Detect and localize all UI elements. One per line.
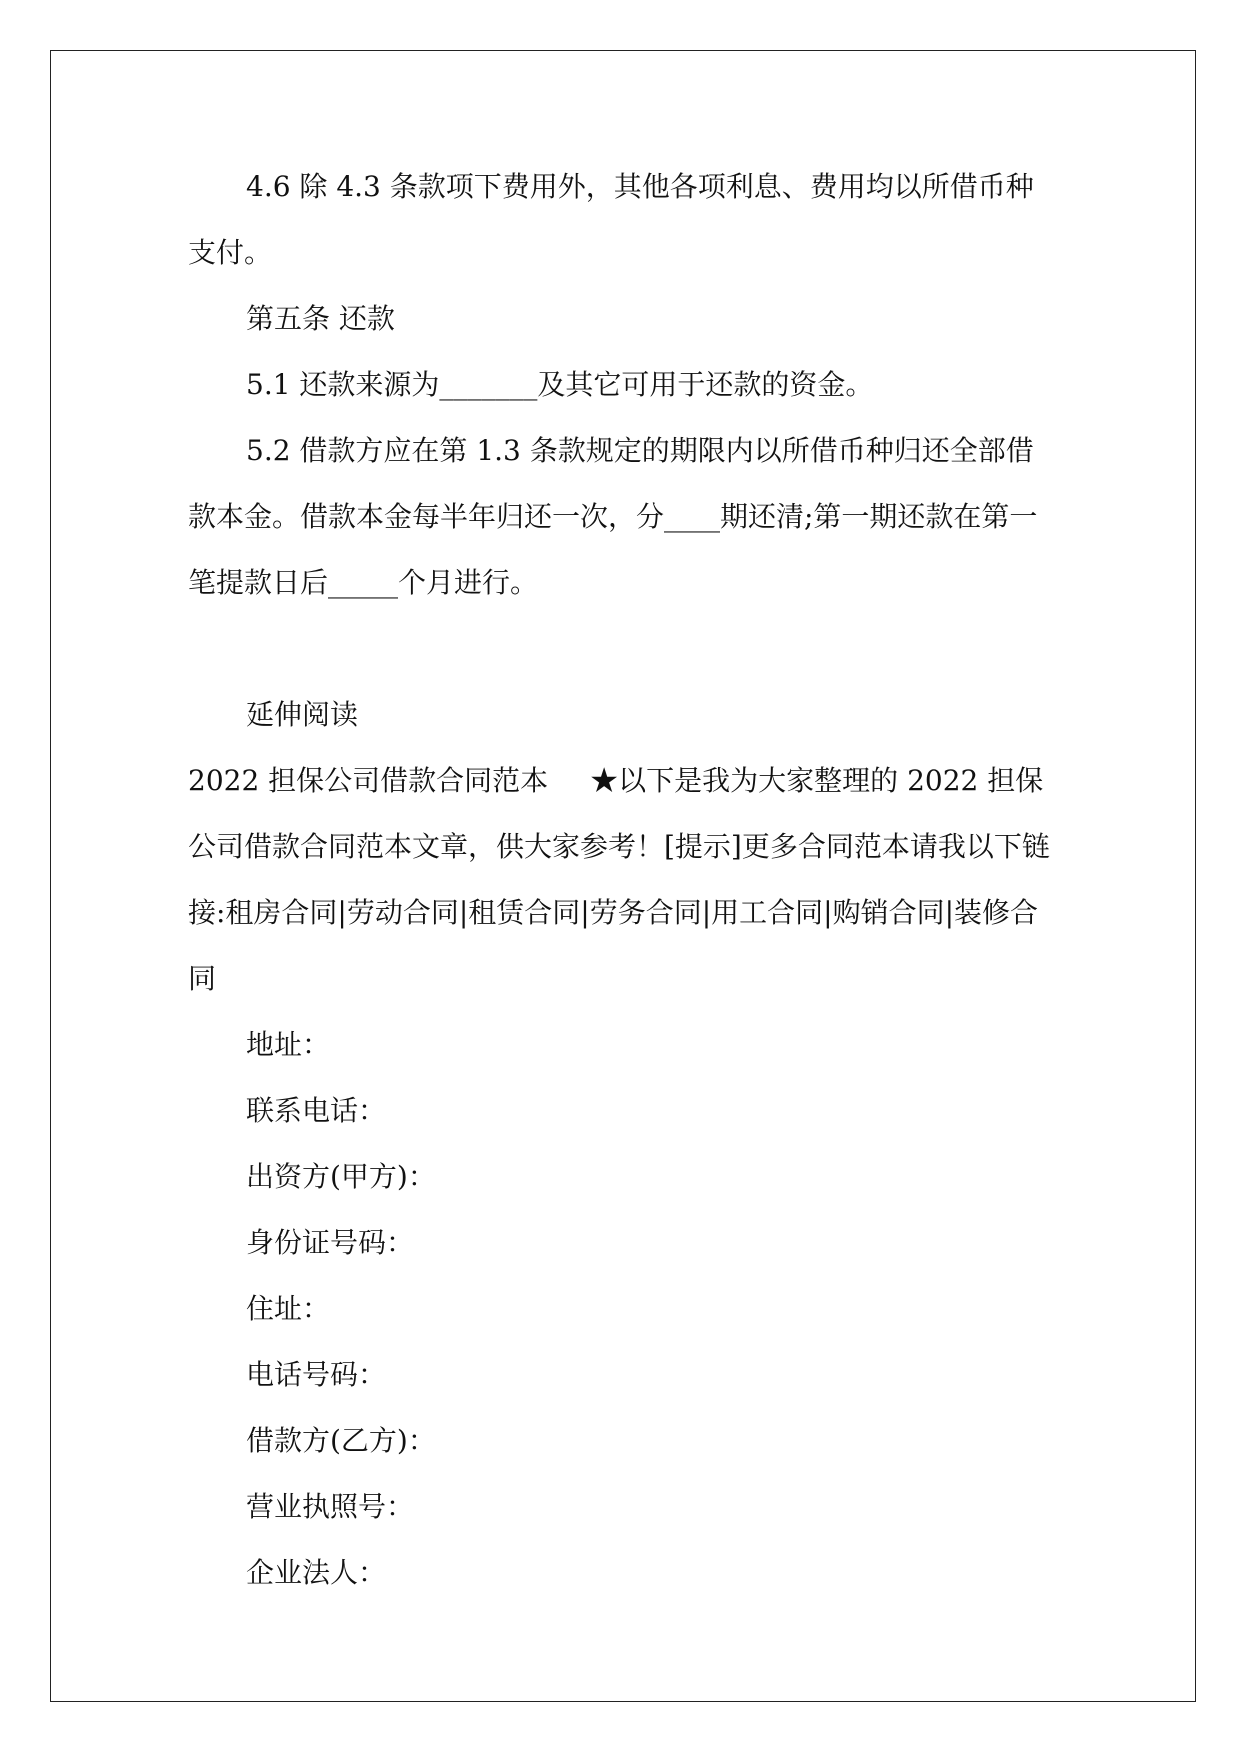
paragraph-5-1: 5.1 还款来源为_______及其它可用于还款的资金。: [246, 368, 874, 401]
field-id-number: 身份证号码：: [246, 1226, 415, 1259]
article-5-title: 第五条 还款: [246, 302, 395, 335]
extended-reading-article-title: 2022 担保公司借款合同范本: [188, 764, 549, 797]
field-business-license: 营业执照号：: [246, 1490, 415, 1523]
field-phone-number: 电话号码：: [246, 1358, 387, 1391]
section-gap: [188, 616, 1058, 682]
field-lender-party-a: 出资方(甲方)：: [246, 1160, 436, 1193]
field-contact-phone: 联系电话：: [246, 1094, 387, 1127]
paragraph-5-2: 5.2 借款方应在第 1.3 条款规定的期限内以所借币种归还全部借款本金。借款本金每半年归还一次，分____期还清;第一期还款在第一笔提款日后_____个月进行。: [188, 434, 1038, 599]
paragraph-4-6: 4.6 除 4.3 条款项下费用外，其他各项利息、费用均以所借币种支付。: [188, 170, 1034, 269]
field-borrower-party-b: 借款方(乙方)：: [246, 1424, 436, 1457]
extended-reading-paragraph: [188, 748, 1058, 1012]
field-legal-representative: 企业法人：: [246, 1556, 387, 1589]
field-residence: 住址：: [246, 1292, 331, 1325]
extended-reading-heading: 延伸阅读: [246, 698, 359, 731]
document-body: [188, 154, 1058, 1606]
extended-reading-body: ★以下是我为大家整理的 2022 担保公司借款合同范本文章，供大家参考！[提示]更多合同范本请我以下链接:租房合同|劳动合同|租赁合同|劳务合同|用工合同|购销合同|装修合同: [188, 764, 1050, 995]
field-address: 地址：: [246, 1028, 331, 1061]
